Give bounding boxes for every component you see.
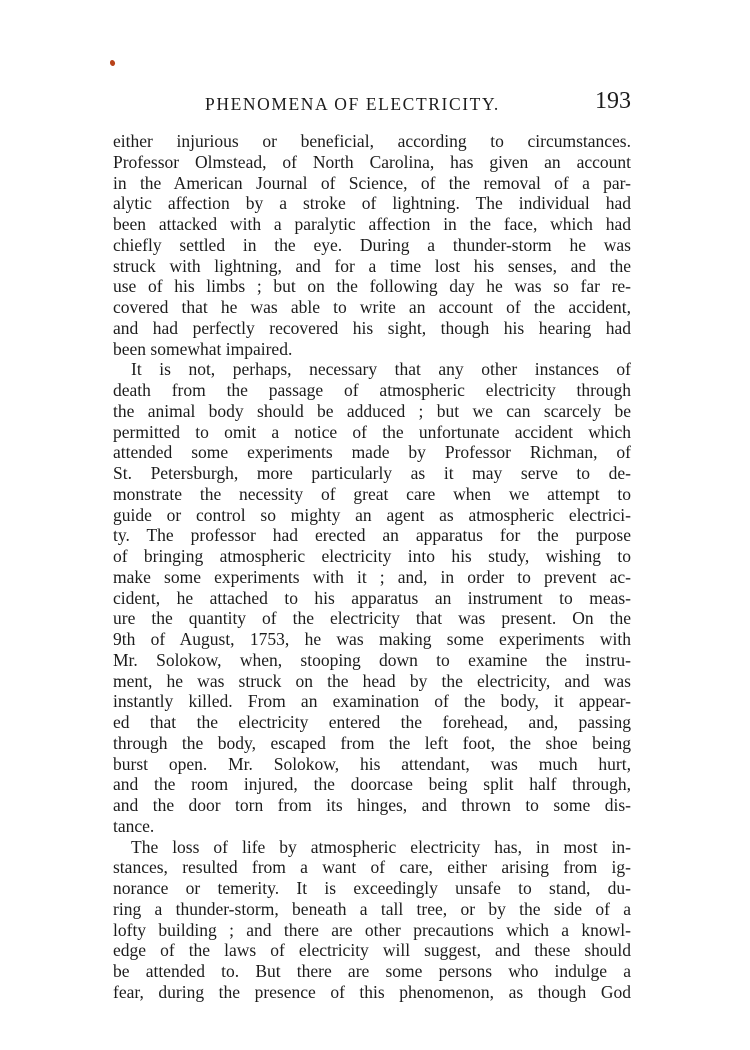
text-line: stances, resulted from a want of care, either arising from ig- xyxy=(113,857,631,878)
text-line: ring a thunder-storm, beneath a tall tree, or by the side of a xyxy=(113,898,631,919)
text-line: through the body, escaped from the left foot, the shoe being xyxy=(113,732,631,753)
text-line: 9th of August, 1753, he was making some experiments with xyxy=(113,629,631,649)
text-line: St. Petersburgh, more particularly as it may serve to de- xyxy=(113,463,631,483)
text-line: the animal body should be adduced ; but we can scarcely be xyxy=(113,400,631,421)
text-line: Professor Olmstead, of North Carolina, has given an account xyxy=(113,151,631,172)
text-line: norance or temerity. It is exceedingly unsafe to stand, du- xyxy=(113,878,631,898)
text-line: been attacked with a paralytic affection in the face, which had xyxy=(113,214,631,234)
text-line: ty. The professor had erected an apparatus for the purpose xyxy=(113,525,631,546)
text-line: been somewhat impaired. xyxy=(113,338,293,359)
text-line: tance. xyxy=(113,815,155,836)
text-line: ure the quantity of the electricity that was present. On the xyxy=(113,608,631,629)
text-line: attended some experiments made by Professor Richman, of xyxy=(113,442,631,463)
text-line: covered that he was able to write an account of the accident, xyxy=(113,297,631,317)
page-number: 193 xyxy=(595,88,631,114)
text-line: chiefly settled in the eye. During a thunder-storm he was xyxy=(113,234,631,255)
text-line: fear, during the presence of this phenomenon, as though God xyxy=(113,981,631,1002)
text-line: lofty building ; and there are other precautions which a knowl- xyxy=(113,919,631,940)
text-line: burst open. Mr. Solokow, his attendant, was much hurt, xyxy=(113,753,631,774)
text-line: use of his limbs ; but on the following day he was so far re- xyxy=(113,276,631,297)
text-line: The loss of life by atmospheric electricity has, in most in- xyxy=(131,836,631,857)
text-line: either injurious or beneficial, according to circumstances. xyxy=(113,131,631,151)
text-line: and the door torn from its hinges, and thrown to some dis- xyxy=(113,795,631,815)
text-line: guide or control so mighty an agent as atmospheric electrici- xyxy=(113,504,631,525)
text-line: be attended to. But there are some persons who indulge a xyxy=(113,961,631,981)
ink-speck xyxy=(109,59,116,66)
running-title: PHENOMENA OF ELECTRICITY. xyxy=(205,94,500,114)
text-line: ment, he was struck on the head by the electricity, and was xyxy=(113,670,631,691)
text-line: of bringing atmospheric electricity into his study, wishing to xyxy=(113,546,631,566)
text-line: permitted to omit a notice of the unfortunate accident which xyxy=(113,421,631,442)
text-line: death from the passage of atmospheric electricity through xyxy=(113,380,631,400)
text-line: ed that the electricity entered the forehead, and, passing xyxy=(113,712,631,732)
text-line: It is not, perhaps, necessary that any other instances of xyxy=(131,359,631,380)
text-line: make some experiments with it ; and, in order to prevent ac- xyxy=(113,566,631,587)
text-line: edge of the laws of electricity will suggest, and these should xyxy=(113,940,631,961)
text-line: instantly killed. From an examination of the body, it appear- xyxy=(113,691,631,712)
text-line: and the room injured, the doorcase being split half through, xyxy=(113,774,631,795)
text-line: monstrate the necessity of great care when we attempt to xyxy=(113,483,631,504)
text-line: cident, he attached to his apparatus an instrument to meas- xyxy=(113,587,631,608)
text-line: struck with lightning, and for a time lost his senses, and the xyxy=(113,255,631,276)
text-line: and had perfectly recovered his sight, though his hearing had xyxy=(113,317,631,338)
text-line: alytic affection by a stroke of lightning. The individual had xyxy=(113,193,631,214)
text-line: in the American Journal of Science, of the removal of a par- xyxy=(113,172,631,193)
text-line: Mr. Solokow, when, stooping down to examine the instru- xyxy=(113,649,631,670)
running-head xyxy=(205,90,631,120)
body-text xyxy=(113,131,631,1003)
